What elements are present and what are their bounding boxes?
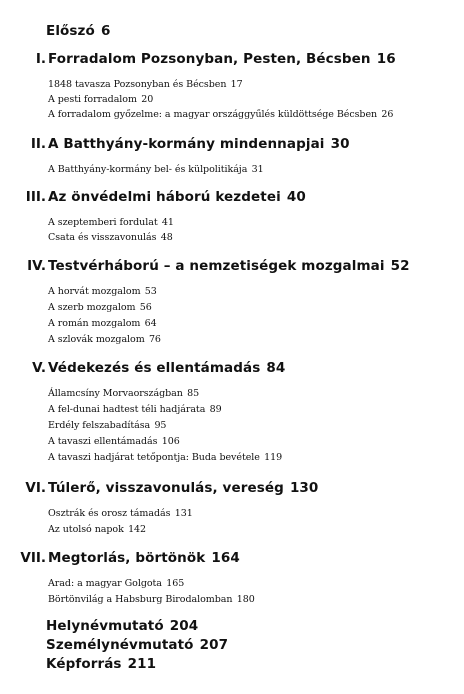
entry-page: 211	[127, 656, 157, 672]
section-page: 76	[148, 334, 161, 345]
chapter-heading[interactable]	[48, 552, 240, 566]
section-entry[interactable]	[48, 453, 282, 463]
chapter-heading[interactable]	[48, 260, 410, 274]
section-entry[interactable]	[48, 509, 193, 519]
section-entry[interactable]	[48, 80, 243, 90]
section-page: 53	[144, 286, 157, 297]
chapter-title: Védekezés és ellentámadás	[48, 360, 261, 376]
section-title: Az utolsó napok	[48, 524, 124, 535]
section-page: 131	[174, 508, 193, 519]
section-title: Arad: a magyar Golgota	[48, 578, 162, 589]
section-page: 41	[161, 217, 174, 228]
chapter-page: 52	[390, 258, 410, 274]
chapter-heading[interactable]	[48, 482, 318, 496]
section-title: A horvát mozgalom	[48, 286, 141, 297]
chapter-title: Túlerő, visszavonulás, vereség	[48, 480, 284, 496]
section-page: 119	[264, 452, 283, 463]
section-entry[interactable]	[48, 165, 264, 175]
section-page: 85	[187, 388, 200, 399]
section-title: A pesti forradalom	[48, 94, 137, 105]
section-page: 48	[160, 232, 173, 243]
section-page: 26	[381, 109, 394, 120]
section-entry[interactable]	[48, 287, 157, 297]
section-title: A tavaszi hadjárat tetőpontja: Buda bevétele	[48, 452, 260, 463]
section-page: 31	[251, 164, 264, 175]
chapter-title: Megtorlás, börtönök	[48, 550, 206, 566]
section-entry[interactable]	[48, 303, 152, 313]
section-page: 165	[166, 578, 185, 589]
section-title: A fel-dunai hadtest téli hadjárata	[48, 404, 206, 415]
section-entry[interactable]	[48, 595, 255, 605]
chapter-page: 130	[289, 480, 319, 496]
toc-entry-preface[interactable]	[46, 25, 110, 39]
entry-title: Személynévmutató	[46, 637, 194, 653]
entry-title: Képforrás	[46, 656, 122, 672]
section-title: A forradalom győzelme: a magyar országgyűlés küldöttsége Bécsben	[48, 109, 378, 120]
chapter-page: 40	[286, 189, 306, 205]
section-entry[interactable]	[48, 95, 153, 105]
section-page: 180	[236, 594, 255, 605]
chapter-title: A Batthyány-kormány mindennapjai	[48, 136, 325, 152]
toc-entry-image-sources[interactable]	[46, 658, 156, 672]
section-entry[interactable]	[48, 405, 222, 415]
entry-page: 204	[169, 618, 199, 634]
section-page: 17	[230, 79, 243, 90]
section-page: 95	[154, 420, 167, 431]
chapter-numeral: III.	[25, 189, 46, 205]
section-title: A tavaszi ellentámadás	[48, 436, 158, 447]
section-entry[interactable]	[48, 579, 184, 589]
chapter-page: 84	[266, 360, 286, 376]
chapter-heading[interactable]	[48, 191, 306, 205]
chapter-heading[interactable]	[48, 362, 285, 376]
section-entry[interactable]	[48, 110, 393, 120]
section-title: Erdély felszabadítása	[48, 420, 151, 431]
chapter-numeral: I.	[35, 51, 46, 67]
section-title: A szerb mozgalom	[48, 302, 136, 313]
chapter-numeral: V.	[32, 360, 46, 376]
section-title: Börtönvilág a Habsburg Birodalomban	[48, 594, 233, 605]
entry-page: 207	[199, 637, 229, 653]
section-title: Csata és visszavonulás	[48, 232, 157, 243]
chapter-numeral: VII.	[20, 550, 46, 566]
chapter-numeral: II.	[30, 136, 46, 152]
toc-entry-place-index[interactable]	[46, 620, 198, 634]
section-page: 56	[139, 302, 152, 313]
chapter-page: 30	[330, 136, 350, 152]
section-entry[interactable]	[48, 437, 180, 447]
chapter-title: Testvérháború – a nemzetiségek mozgalmai	[48, 258, 385, 274]
entry-title: Előszó	[46, 23, 95, 39]
entry-page: 6	[100, 23, 111, 39]
section-entry[interactable]	[48, 218, 174, 228]
section-page: 106	[161, 436, 180, 447]
section-title: A szlovák mozgalom	[48, 334, 145, 345]
chapter-title: Forradalom Pozsonyban, Pesten, Bécsben	[48, 51, 371, 67]
chapter-page: 164	[211, 550, 240, 566]
section-entry[interactable]	[48, 525, 146, 535]
chapter-numeral: IV.	[27, 258, 46, 274]
section-title: 1848 tavasza Pozsonyban és Bécsben	[48, 79, 227, 90]
chapter-heading[interactable]	[48, 53, 396, 67]
section-title: A román mozgalom	[48, 318, 141, 329]
section-page: 20	[141, 94, 154, 105]
section-title: Államcsíny Morvaországban	[48, 388, 183, 399]
section-title: Osztrák és orosz támadás	[48, 508, 171, 519]
chapter-page: 16	[376, 51, 396, 67]
toc-entry-person-index[interactable]	[46, 639, 228, 653]
chapter-numeral: VI.	[25, 480, 46, 496]
section-entry[interactable]	[48, 389, 199, 399]
section-entry[interactable]	[48, 233, 173, 243]
section-entry[interactable]	[48, 421, 166, 431]
section-page: 64	[144, 318, 157, 329]
section-title: A Batthyány-kormány bel- és külpolitikája	[48, 164, 248, 175]
section-page: 142	[128, 524, 147, 535]
section-title: A szeptemberi fordulat	[48, 217, 158, 228]
section-entry[interactable]	[48, 319, 157, 329]
chapter-title: Az önvédelmi háború kezdetei	[48, 189, 281, 205]
section-entry[interactable]	[48, 335, 161, 345]
chapter-heading[interactable]	[48, 138, 350, 152]
section-page: 89	[209, 404, 222, 415]
entry-title: Helynévmutató	[46, 618, 164, 634]
